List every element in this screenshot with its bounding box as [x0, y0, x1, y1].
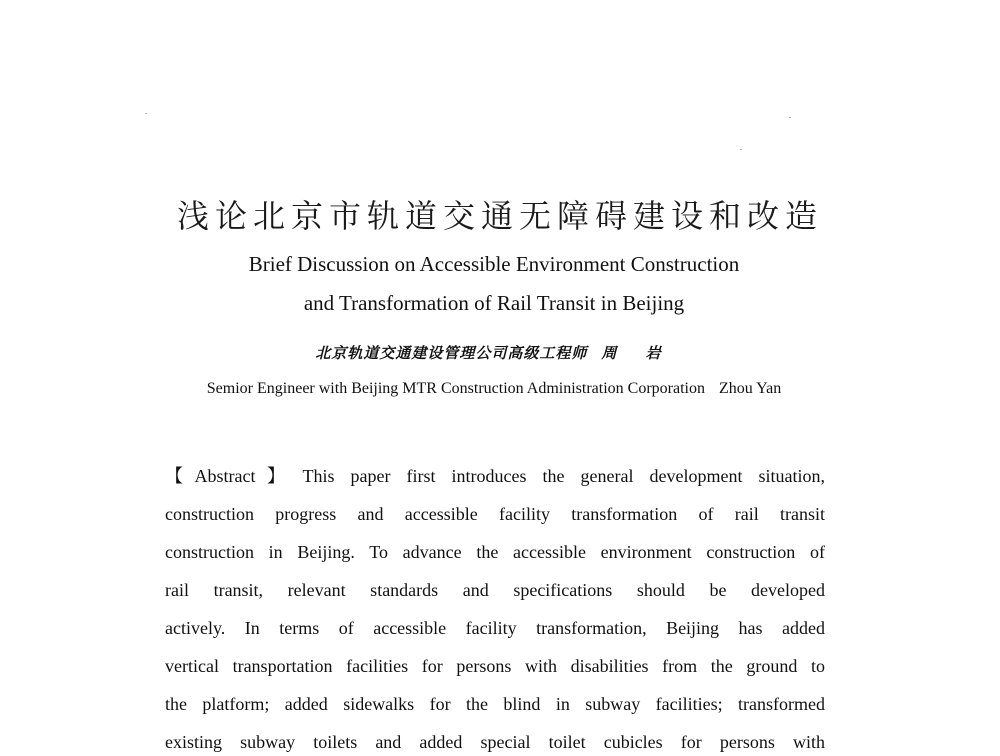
scan-speck: [789, 117, 791, 118]
abstract-line: the platform; added sidewalks for the blind in subway facilities; transformed: [165, 694, 825, 714]
abstract-line: construction in Beijing. To advance the accessible environment construction of: [165, 542, 825, 562]
title-english-line-1: Brief Discussion on Accessible Environment Construction: [248, 252, 740, 276]
abstract-line: construction progress and accessible facility transformation of rail transit: [165, 504, 825, 524]
abstract: [165, 457, 825, 756]
title-english-line-2: and Transformation of Rail Transit in Beijing: [303, 291, 685, 315]
abstract-line: existing subway toilets and added special toilet cubicles for persons with: [165, 732, 825, 752]
author-name-chinese: 周 岩: [601, 344, 673, 362]
abstract-line: rail transit, relevant standards and specifications should be developed: [165, 580, 825, 600]
scan-speck: [740, 149, 742, 150]
abstract-line: actively. In terms of accessible facility transformation, Beijing has added: [165, 618, 825, 638]
title-chinese: 浅论北京市轨道交通无障碍建设和改造: [176, 197, 823, 235]
author-name-english: Zhou Yan: [718, 380, 782, 397]
author-affiliation-chinese: 北京轨道交通建设管理公司高级工程师: [315, 344, 588, 362]
scan-speck: [145, 113, 147, 114]
abstract-line: vertical transportation facilities for persons with disabilities from the ground to: [165, 656, 825, 676]
author-affiliation-english: Semior Engineer with Beijing MTR Construction Administration Corporation: [206, 380, 705, 397]
author-chinese: [0, 342, 988, 364]
abstract-label: 【Abstract】: [165, 466, 297, 486]
author-english: [0, 378, 988, 400]
abstract-line: 【Abstract】 This paper first introduces the general development situation,: [165, 466, 825, 486]
